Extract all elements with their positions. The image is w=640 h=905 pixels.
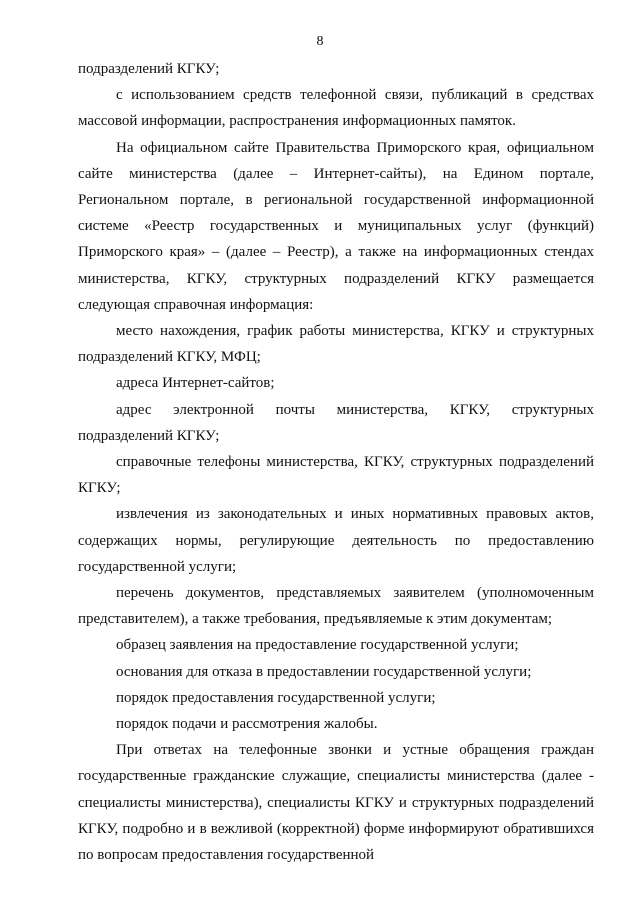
list-item: извлечения из законодательных и иных нормативных правовых актов, содержащих нормы, регулирующие деятельность по предоставлению государственной услуги; (78, 506, 594, 575)
paragraph: подразделений КГКУ; (78, 61, 220, 77)
list-item: порядок подачи и рассмотрения жалобы. (116, 716, 378, 733)
list-item: справочные телефоны министерства, КГКУ, структурных подразделений КГКУ; (78, 454, 594, 497)
list-item: адрес электронной почты министерства, КГКУ, структурных подразделений КГКУ; (78, 401, 594, 444)
list-item: перечень документов, представляемых заявителем (уполномоченным представителем), а также требования, предъявляемые к этим документам; (78, 585, 594, 628)
list-item: основания для отказа в предоставлении государственной услуги; (116, 663, 532, 680)
list-item: адреса Интернет-сайтов; (116, 375, 275, 392)
paragraph: с использованием средств телефонной связи, публикаций в средствах массовой информации, распространения информационных памяток. (78, 87, 594, 130)
paragraph: На официальном сайте Правительства Приморского края, официальном сайте министерства (далее – Интернет-сайты), на Едином портале, Региональном портале, в региональной государственной информационной системе «Реестр государственных и муниципальных услуг (функций) Приморского края» – (далее – Реестр), а также на информационных стендах министерства, КГКУ, структурных подразделений КГКУ размещается следующая справочная информация: (78, 139, 594, 313)
page-number: 8 (316, 34, 324, 49)
list-item: образец заявления на предоставление государственной услуги; (116, 637, 519, 654)
paragraph: При ответах на телефонные звонки и устные обращения граждан государственные гражданские служащие, специалисты министерства (далее - специалисты министерства), специалисты КГКУ и структурных подразделений КГКУ, подробно и в вежливой (корректной) форме информируют обратившихся по вопросам предоставления государственной (78, 742, 594, 864)
document-body (78, 56, 594, 868)
list-item: место нахождения, график работы министерства, КГКУ и структурных подразделений КГКУ, МФЦ; (78, 323, 594, 366)
list-item: порядок предоставления государственной услуги; (116, 689, 436, 706)
